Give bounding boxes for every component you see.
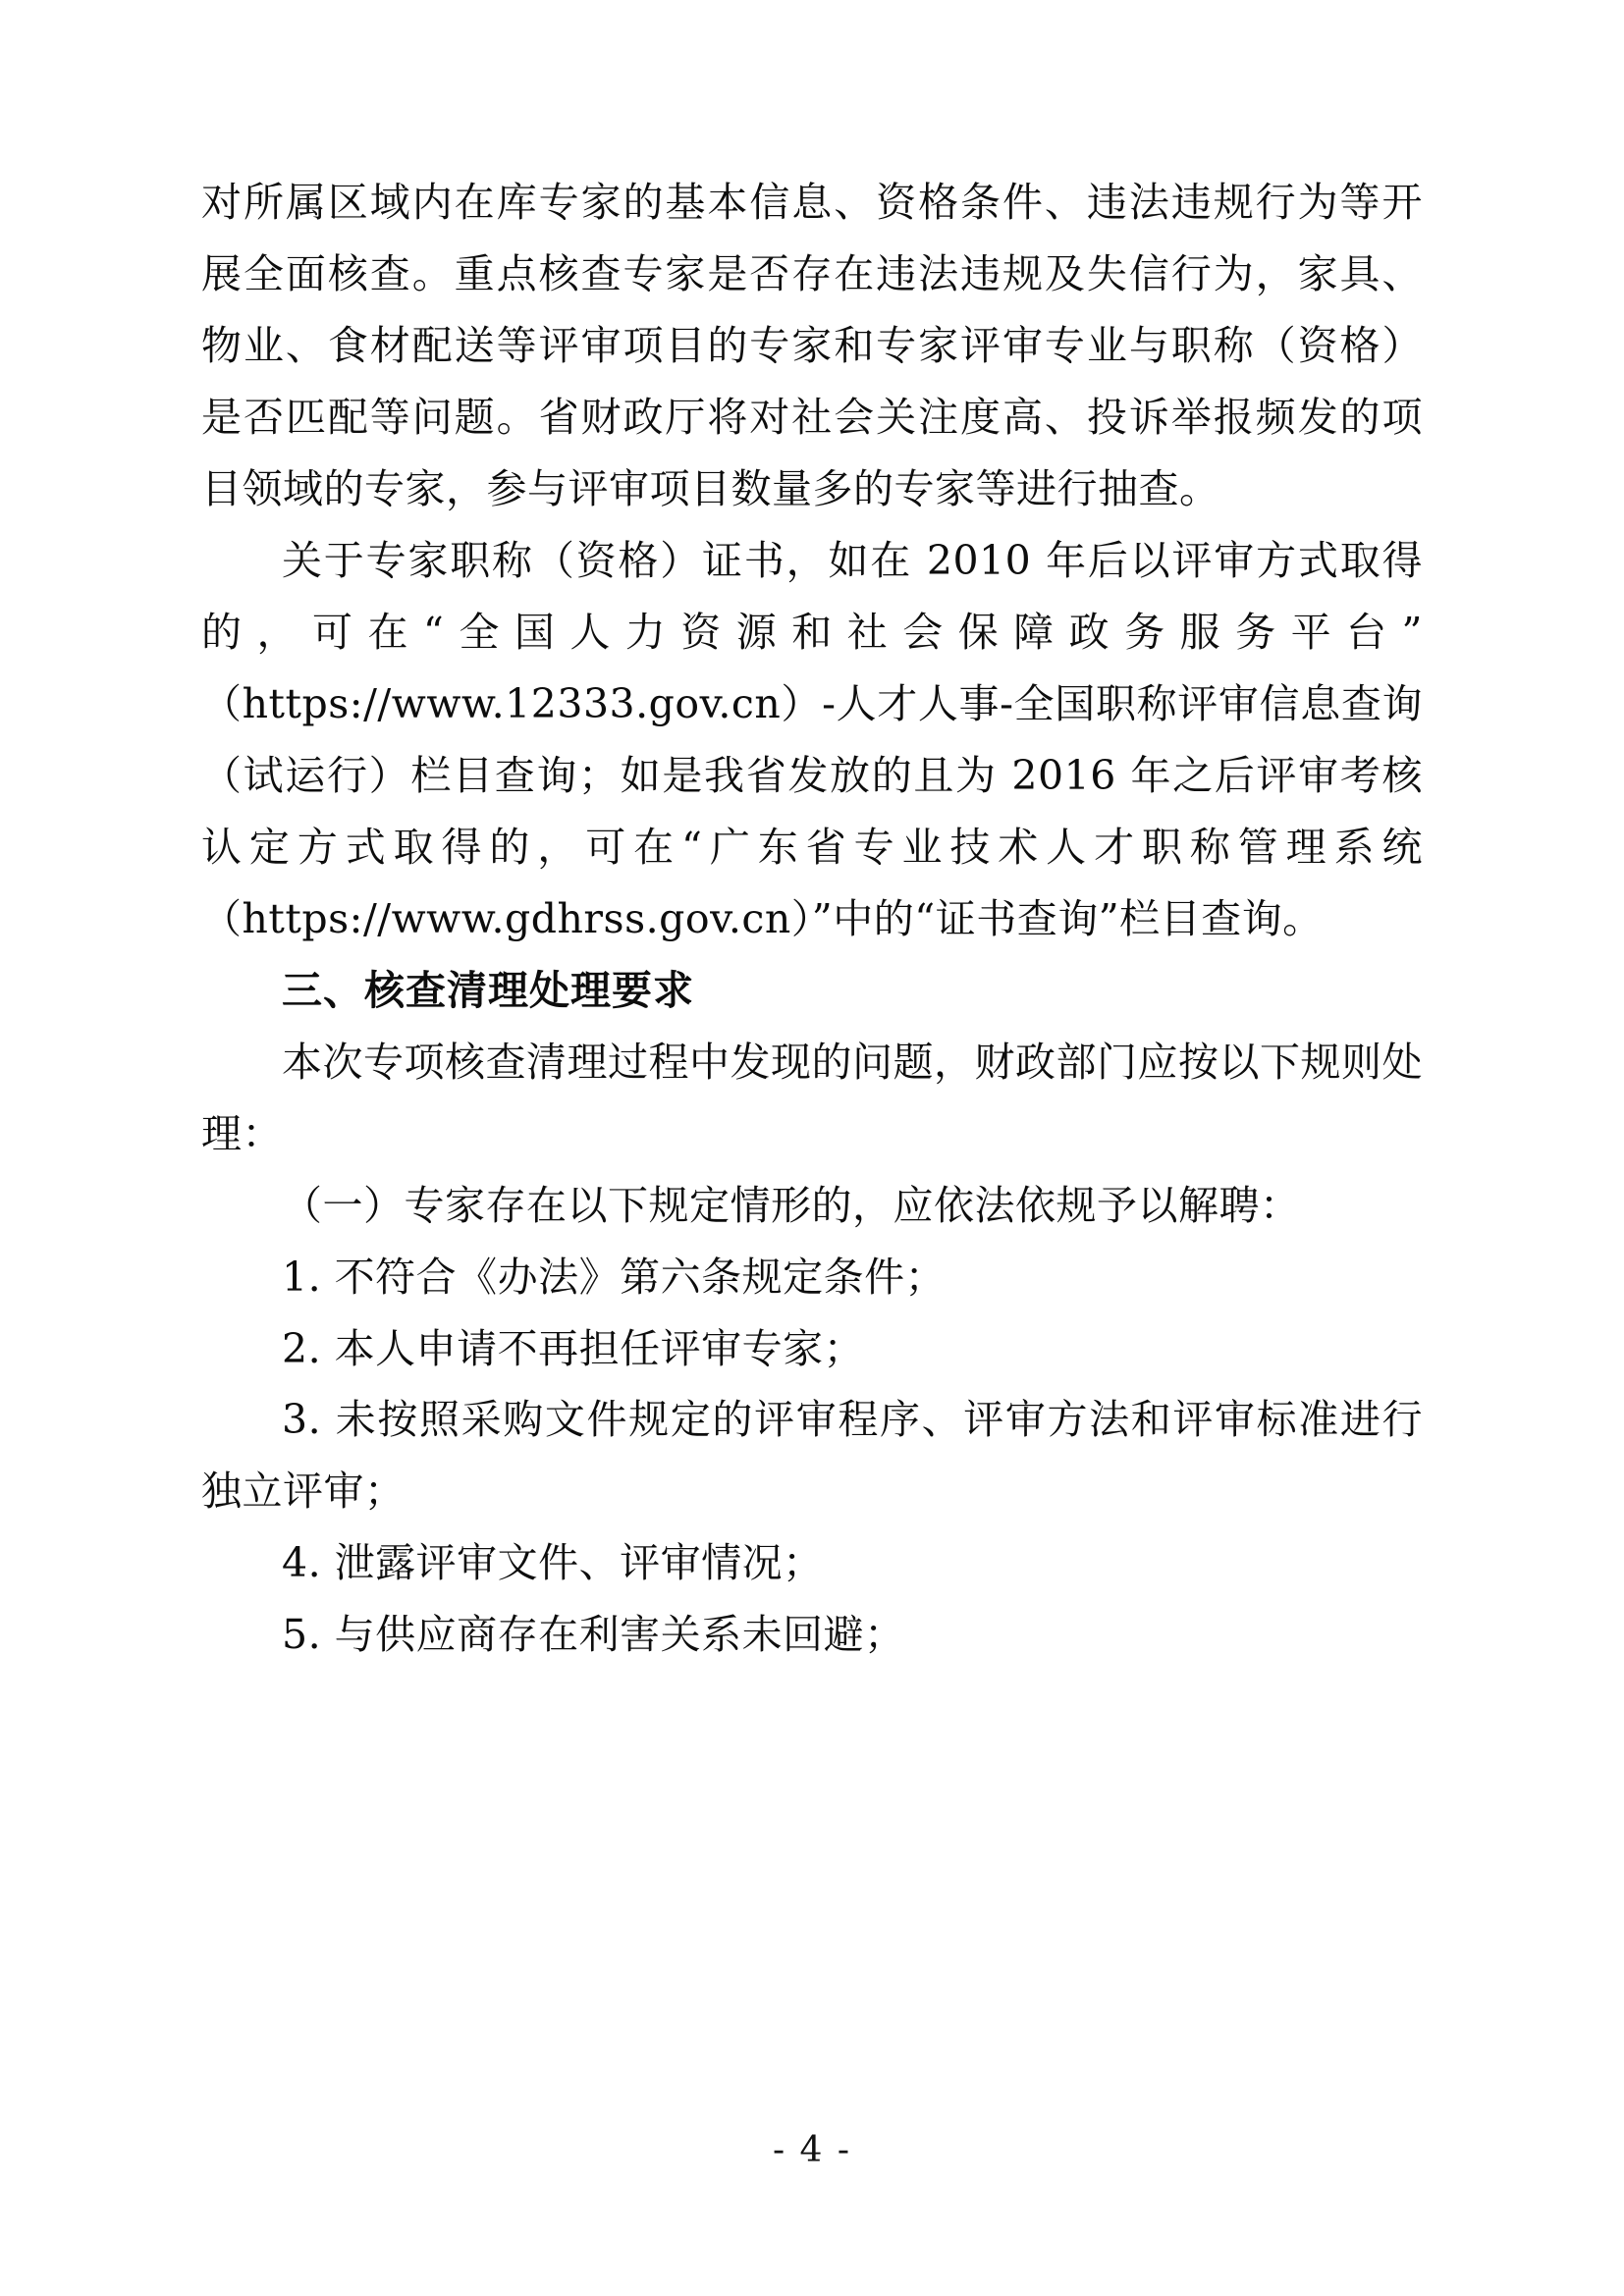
list-item: 4. 泄露评审文件、评审情况； — [282, 1539, 824, 1587]
paragraph-handling-rules-intro: 本次专项核查清理过程中发现的问题，财政部门应按以下规则处理： — [201, 1038, 1423, 1157]
list-item: 5. 与供应商存在利害关系未回避； — [282, 1611, 905, 1659]
list-item: 3. 未按照采购文件规定的评审程序、评审方法和评审标准进行独立评审； — [201, 1396, 1423, 1516]
section-heading-processing-requirements: 三、核查清理处理要求 — [282, 966, 694, 1014]
list-item: 2. 本人申请不再担任评审专家； — [282, 1324, 865, 1372]
subsection-label-dismissal-conditions: （一）专家存在以下规定情形的，应依法依规予以解聘： — [282, 1181, 1301, 1229]
paragraph-expert-review-scope: 对所属区域内在库专家的基本信息、资格条件、违法违规行为等开展全面核查。重点核查专家是否存在违法违规及失信行为，家具、物业、食材配送等评审项目的专家和专家评审专业与职称（资格）是否匹配等问题。省财政厅将对社会关注度高、投诉举报频发的项目领域的专家，参与评审项目数量多的专家等进行抽查。 — [201, 179, 1423, 512]
page-number: - 4 - — [772, 2130, 852, 2170]
paragraph-certificate-verification: 关于专家职称（资格）证书，如在 2010 年后以评审方式取得的，可在“全国人力资源和社会保障政务服务平台”（https://www.12333.gov.cn）-人才人事-全国职称评审信息查询（试运行）栏目查询；如是我省发放的且为 2016 年之后评审考核认定方式取得的，可在“广东省专业技术人才职称管理系统（https://www.gdhrss.gov.cn）”中的“证书查询”栏目查询。 — [201, 536, 1423, 942]
list-item: 1. 不符合《办法》第六条规定条件； — [282, 1253, 947, 1301]
document-body — [201, 167, 1423, 1671]
page-footer — [0, 2130, 1624, 2170]
